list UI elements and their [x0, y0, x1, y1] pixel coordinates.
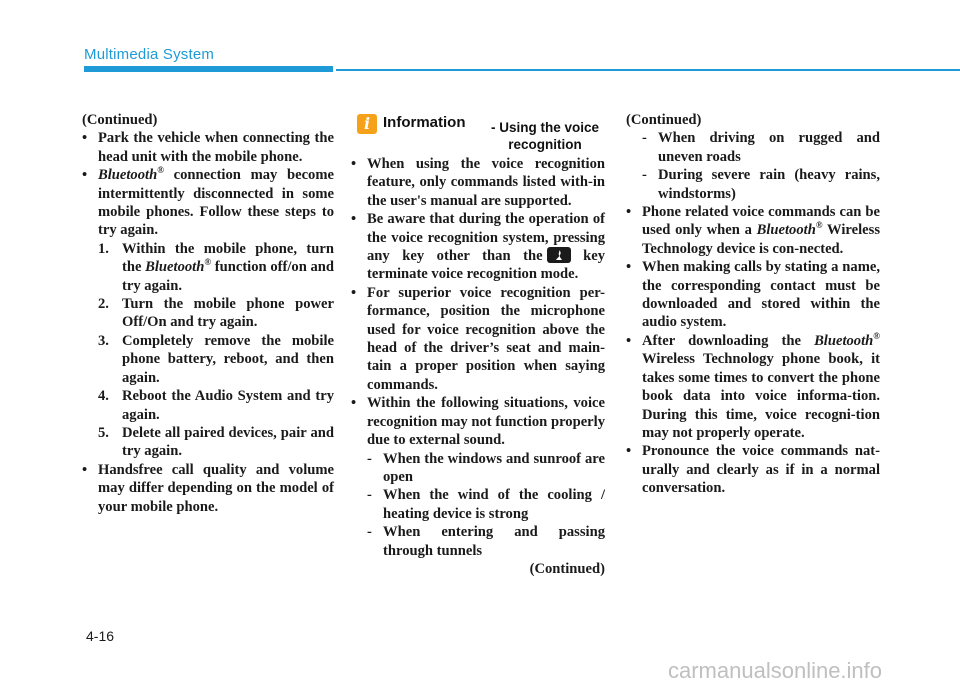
bullet-mark: •: [351, 395, 357, 412]
list-item: • Pronounce the voice commands nat-urally and clearly as if in a normal conversation.: [626, 443, 880, 497]
list-item: • Phone related voice commands can be used only when a Bluetooth® Wireless Technology device is con-nected.: [626, 204, 880, 257]
bullet-mark: •: [82, 130, 88, 147]
list-item: • Be aware that during the operation of the voice recognition system, pressing any key other than the key terminate voice recognition mode.: [351, 211, 605, 283]
continued-label: (Continued): [529, 560, 605, 577]
step-item: 1. Within the mobile phone, turn the Bluetooth® function off/on and try again.: [98, 240, 335, 294]
bullet-mark: •: [82, 167, 88, 184]
list-item: • Park the vehicle when connecting the head unit with the mobile phone.: [82, 130, 334, 165]
list-item: • Bluetooth® connection may become intermittently disconnected in some mobile phones. Follow these steps to try again.: [82, 165, 334, 239]
bullet-mark: •: [626, 204, 632, 221]
bullet-mark: •: [626, 332, 632, 349]
column-middle: [351, 155, 605, 578]
watermark: carmanualsonline.info: [668, 658, 883, 683]
bluetooth-brand: Bluetooth: [814, 332, 874, 349]
bullet-mark: •: [351, 284, 357, 301]
condition-item: - During severe rain (heavy rains, windstorms): [642, 167, 880, 202]
section-title: Multimedia System: [84, 46, 215, 63]
step-item: 4. Reboot the Audio System and try again.: [98, 388, 334, 423]
information-subtitle: - Using the voice recognition: [490, 120, 600, 152]
bullet-mark: •: [351, 156, 357, 172]
bluetooth-brand: Bluetooth: [145, 259, 205, 276]
bluetooth-brand: Bluetooth: [98, 167, 158, 184]
list-item: • For superior voice recognition per-formance, position the microphone used for voice recognition above the head of the driver’s seat and main-tain a proper position when saying commands.: [351, 284, 605, 393]
step-item: 5. Delete all paired devices, pair and try again.: [98, 424, 334, 460]
condition-item: - When driving on rugged and uneven roads: [642, 130, 880, 165]
bullet-mark: •: [626, 443, 632, 460]
continued-label: (Continued): [626, 112, 702, 128]
list-item: • Within the following situations, voice recognition may not function properly due to external sound.: [351, 395, 605, 449]
list-item: • When using the voice recognition feature, only commands listed with-in the user's manual are supported.: [351, 156, 605, 209]
condition-item: - When entering and passing through tunnels: [367, 524, 605, 559]
condition-item: - When the wind of the cooling / heating device is strong: [367, 487, 605, 522]
header-rule-thin: [336, 69, 960, 71]
continued-label: (Continued): [82, 112, 158, 128]
step-item: 3. Completely remove the mobile phone battery, reboot, and then again.: [98, 332, 334, 386]
bluetooth-brand: Bluetooth: [756, 222, 816, 239]
column-left: [82, 111, 334, 516]
bullet-mark: •: [351, 211, 357, 228]
page-number: 4-16: [86, 628, 115, 644]
list-item: • When making calls by stating a name, the corresponding contact must be downloaded and stored within the audio system.: [626, 259, 880, 331]
condition-item: - When the windows and sunroof are open: [367, 450, 605, 485]
information-label: Information: [383, 114, 466, 131]
information-header: [357, 114, 607, 154]
voice-recognition-key-icon: [547, 247, 571, 263]
bullet-mark: •: [626, 259, 632, 276]
column-right: [626, 111, 880, 498]
bullet-mark: •: [82, 461, 88, 478]
header-rule-thick: [84, 66, 333, 72]
info-icon: i: [357, 114, 377, 134]
list-item: • Handsfree call quality and volume may differ depending on the model of your mobile phone.: [82, 461, 334, 515]
step-item: 2. Turn the mobile phone power Off/On and try again.: [98, 296, 334, 331]
list-item: • After downloading the Bluetooth® Wireless Technology phone book, it takes some times to convert the phone book data into voice informa-tion. During this time, voice recogni-tion may not properly operate.: [626, 331, 880, 441]
